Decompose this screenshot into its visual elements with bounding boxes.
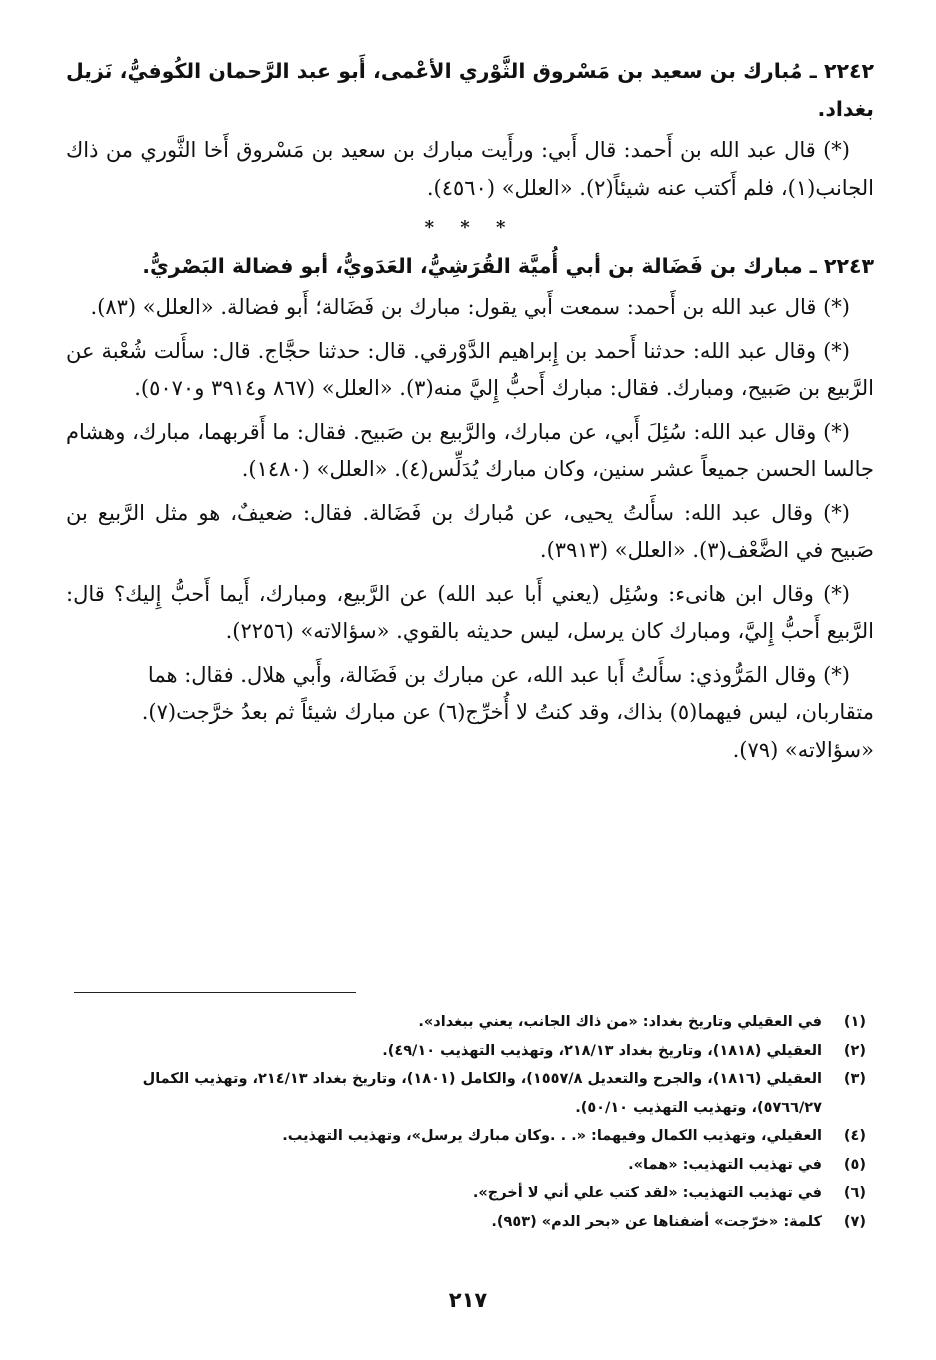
- footnote-number: (٤): [843, 1128, 866, 1144]
- footnote: [70, 1065, 866, 1122]
- footnote: [70, 1037, 866, 1066]
- footnote-number: (١): [843, 1014, 866, 1030]
- footnote-text: العقيلي (١٨١٦)، والجرح والتعديل ١٥٥٧/٨)، والكامل (١٨٠١)، وتاريخ بغداد ٢١٤/١٣، وتهذيب الكمال ٥٧٦٦/٢٧)، وتهذيب التهذيب ٥٠/١٠).: [142, 1071, 822, 1116]
- footnote: [70, 1208, 866, 1237]
- main-text: [66, 52, 874, 775]
- footnote-number: (٧): [843, 1213, 866, 1230]
- entry-paragraph: (*) وقال المَرُّوذي: سأَلتُ أَبا عبد الله، عن مبارك بن فَضَالة، وأَبي هلال. فقال: هما متقاربان، ليس فيهما(٥) بذاك، وقد كنتُ لا أُخرِّج(٦) عن مبارك شيئاً ثم بعدُ خرَّجت(٧). «سؤالاته» (٧٩).: [141, 662, 874, 762]
- footnote: [70, 1008, 866, 1037]
- footnote: [70, 1179, 866, 1208]
- footnote-text: العقيلي، وتهذيب الكمال وفيهما: «. . .وكان مبارك يرسل»، وتهذيب التهذيب.: [282, 1128, 822, 1144]
- footnote-number: (٣): [843, 1071, 866, 1087]
- footnote-number: (٢): [843, 1042, 866, 1059]
- entry-paragraph: (*) قال عبد الله بن أَحمد: سمعت أَبي يقول: مبارك بن فَضَالة؛ أَبو فضالة. «العلل» (٨٣).: [90, 295, 850, 319]
- footnotes: [70, 1008, 866, 1236]
- footnote-number: (٦): [843, 1185, 866, 1201]
- footnote-text: كلمة: «خرّجت» أضفناها عن «بحر الدم» (٩٥٣).: [491, 1213, 822, 1230]
- entry-paragraph: (*) وقال عبد الله: سأَلتُ يحيى، عن مُبارك بن فَضَالة. فقال: ضعيفٌ، هو مثل الرَّبيع بن صَبيح في الضَّعْف(٣). «العلل» (٣٩١٣).: [66, 500, 874, 562]
- page-number: ٢١٧: [448, 1288, 488, 1312]
- entry-title-2242: ٢٢٤٢ ـ مُبارك بن سعيد بن مَسْروق الثَّوْري الأعْمى، أَبو عبد الرَّحمان الكُوفيُّ، نَزيل بغداد.: [66, 59, 874, 121]
- entry-paragraph: (*) وقال عبد الله: حدثنا أَحمد بن إِبراهيم الدَّوْرقي. قال: حدثنا حجَّاج. قال: سأَلت شُعْبة عن الرَّبيع بن صَبيح، ومبارك. فقال: مبارك أَحبُّ إِليَّ منه(٣). «العلل» (٨٦٧ و٣٩١٤ و٥٠٧٠).: [66, 338, 874, 400]
- footnote: [70, 1151, 866, 1180]
- entry-paragraph: (*) وقال ابن هانىء: وسُئِل (يعني أَبا عبد الله) عن الرَّبيع، ومبارك، أَيما أَحبُّ إِليك؟ قال: الرَّبيع أَحبُّ إِليَّ، ومبارك كان يرسل، ليس حديثه بالقوي. «سؤالاته» (٢٢٥٦).: [66, 581, 874, 643]
- footnote: [70, 1122, 866, 1151]
- footnote-text: العقيلي (١٨١٨)، وتاريخ بغداد ٢١٨/١٣، وتهذيب التهذيب ٤٩/١٠).: [382, 1042, 822, 1059]
- entry-paragraph: (*) قال عبد الله بن أَحمد: قال أَبي: ورأَيت مبارك بن سعيد بن مَسْروق أَخا الثَّوري من ذاك الجانب(١)، فلم أَكتب عنه شيئاً(٢). «العلل» (٤٥٦٠).: [66, 138, 874, 200]
- entry-title-2243: ٢٢٤٣ ـ مبارك بن فَضَالة بن أبي أُميَّة القُرَشِيُّ، العَدَويُّ، أبو فضالة البَصْريُّ.: [142, 254, 874, 278]
- footnote-text: في تهذيب التهذيب: «لقد كتب علي أني لا أخرج».: [472, 1185, 822, 1201]
- entry-paragraph: (*) وقال عبد الله: سُئِلَ أَبي، عن مبارك، والرَّبيع بن صَبيح. فقال: ما أَقربهما، مبارك، وهشام جالسا الحسن جميعاً عشر سنين، وكان مبارك يُدَلِّس(٤). «العلل» (١٤٨٠).: [66, 419, 874, 481]
- footnote-number: (٥): [843, 1156, 866, 1173]
- footnote-text: في العقيلي وتاريخ بغداد: «من ذاك الجانب، يعني ببغداد».: [418, 1014, 822, 1030]
- footnote-divider: [74, 992, 356, 993]
- section-separator: * * *: [424, 217, 516, 238]
- footnote-text: في تهذيب التهذيب: «هما».: [628, 1156, 822, 1173]
